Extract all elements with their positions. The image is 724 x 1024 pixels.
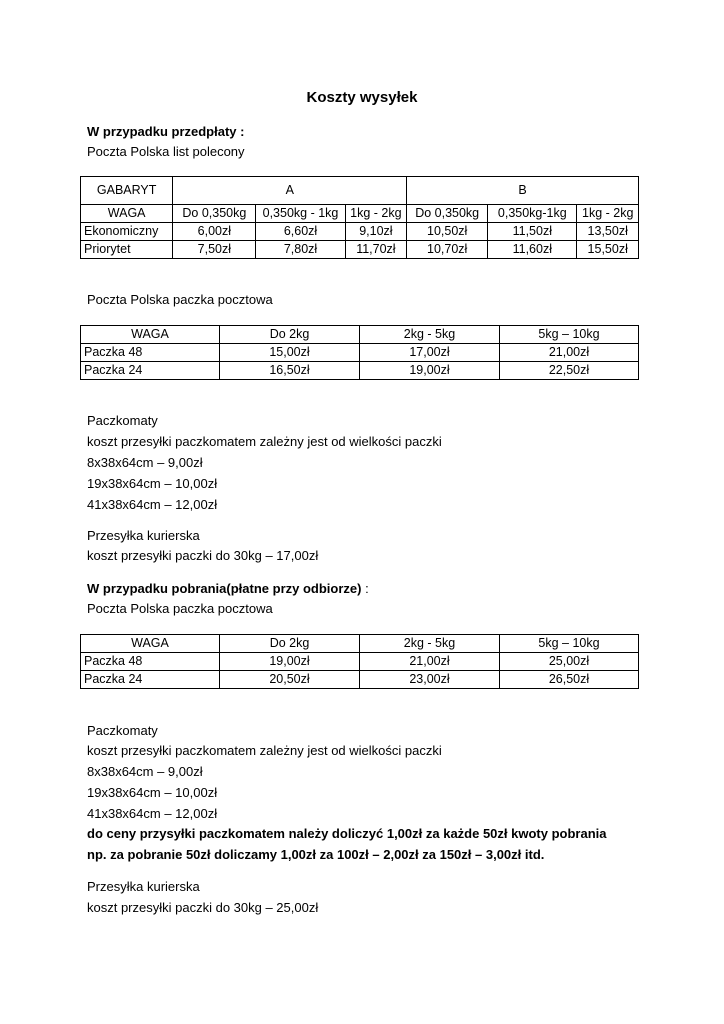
table-cell: 11,60zł [488, 241, 577, 259]
table-cell: 19,00zł [360, 362, 500, 380]
column-header: 2kg - 5kg [360, 326, 500, 344]
table-row [81, 205, 639, 223]
parcel-label: Poczta Polska paczka pocztowa [87, 292, 273, 307]
table-cell: 17,00zł [360, 344, 500, 362]
courier-label: Przesyłka kurierska [87, 528, 200, 543]
column-header: 5kg – 10kg [500, 326, 639, 344]
cod-paczkomaty-note: do ceny przysyłki paczkomatem należy doliczyć 1,00zł za każde 50zł kwoty pobrania [87, 826, 607, 841]
cod-paczkomaty-example: np. za pobranie 50zł doliczamy 1,00zł za 100zł – 2,00zł za 150zł – 3,00zł itd. [87, 847, 545, 862]
table-row [81, 223, 639, 241]
table-row [81, 326, 639, 344]
cod-heading-bold: W przypadku pobrania(płatne przy odbiorze) [87, 581, 362, 596]
table-cell: 9,10zł [345, 223, 407, 241]
gabaryt-a-header: A [173, 177, 407, 205]
paczkomaty-size: 8x38x64cm – 9,00zł [87, 455, 203, 470]
cod-paczkomaty-size: 19x38x64cm – 10,00zł [87, 785, 218, 800]
column-header: Do 2kg [220, 326, 360, 344]
paczkomaty-size: 41x38x64cm – 12,00zł [87, 497, 218, 512]
table-cell: 19,00zł [220, 653, 360, 671]
column-header: Do 2kg [220, 635, 360, 653]
cod-paczkomaty-label: Paczkomaty [87, 723, 158, 738]
row-label: Paczka 24 [81, 362, 220, 380]
letter-label: Poczta Polska list polecony [87, 144, 245, 159]
cod-paczkomaty-size: 41x38x64cm – 12,00zł [87, 806, 218, 821]
row-label: Ekonomiczny [81, 223, 173, 241]
table-cell: 21,00zł [500, 344, 639, 362]
cod-courier-desc: koszt przesyłki paczki do 30kg – 25,00zł [87, 900, 319, 915]
row-label: Paczka 48 [81, 344, 220, 362]
cod-courier-label: Przesyłka kurierska [87, 879, 200, 894]
table-cell: 11,50zł [488, 223, 577, 241]
table-cell: 10,50zł [407, 223, 488, 241]
column-header: 2kg - 5kg [360, 635, 500, 653]
courier-desc: koszt przesyłki paczki do 30kg – 17,00zł [87, 548, 319, 563]
table-cell: 7,50zł [173, 241, 256, 259]
table-cell: 20,50zł [220, 671, 360, 689]
weight-header: 1kg - 2kg [345, 205, 407, 223]
table-row [81, 177, 639, 205]
table-cell: 13,50zł [577, 223, 639, 241]
table-cell: 25,00zł [500, 653, 639, 671]
column-header: WAGA [81, 326, 220, 344]
row-label: Paczka 24 [81, 671, 220, 689]
table-cell: 21,00zł [360, 653, 500, 671]
cod-paczkomaty-desc: koszt przesyłki paczkomatem zależny jest od wielkości paczki [87, 743, 442, 758]
table-cell: 26,50zł [500, 671, 639, 689]
table-cell: 22,50zł [500, 362, 639, 380]
paczkomaty-label: Paczkomaty [87, 413, 158, 428]
paczkomaty-size: 19x38x64cm – 10,00zł [87, 476, 218, 491]
prepaid-heading: W przypadku przedpłaty : [87, 124, 245, 139]
cod-heading-rest: : [361, 581, 369, 596]
table-cell: 15,50zł [577, 241, 639, 259]
table-row [81, 362, 639, 380]
column-header: WAGA [81, 635, 220, 653]
row-label: Priorytet [81, 241, 173, 259]
page-title: Koszty wysyłek [306, 89, 418, 106]
table-cell: 6,00zł [173, 223, 256, 241]
weight-header: 0,350kg - 1kg [256, 205, 345, 223]
table-row [81, 241, 639, 259]
table-cell: 16,50zł [220, 362, 360, 380]
table-cell: 7,80zł [256, 241, 345, 259]
weight-header: 0,350kg-1kg [488, 205, 577, 223]
parcel-table-cod [80, 634, 639, 689]
table-row [81, 671, 639, 689]
cod-paczkomaty-size: 8x38x64cm – 9,00zł [87, 764, 203, 779]
cod-heading [87, 580, 369, 598]
table-cell: 15,00zł [220, 344, 360, 362]
paczkomaty-desc: koszt przesyłki paczkomatem zależny jest od wielkości paczki [87, 434, 442, 449]
table-cell: 6,60zł [256, 223, 345, 241]
weight-header: Do 0,350kg [173, 205, 256, 223]
waga-header: WAGA [81, 205, 173, 223]
weight-header: 1kg - 2kg [577, 205, 639, 223]
table-cell: 23,00zł [360, 671, 500, 689]
table-cell: 11,70zł [345, 241, 407, 259]
table-row [81, 653, 639, 671]
column-header: 5kg – 10kg [500, 635, 639, 653]
table-row [81, 344, 639, 362]
cod-parcel-label: Poczta Polska paczka pocztowa [87, 601, 273, 616]
table-row [81, 635, 639, 653]
table-cell: 10,70zł [407, 241, 488, 259]
letter-table [80, 176, 639, 259]
parcel-table-prepaid [80, 325, 639, 380]
weight-header: Do 0,350kg [407, 205, 488, 223]
gabaryt-b-header: B [407, 177, 639, 205]
row-label: Paczka 48 [81, 653, 220, 671]
gabaryt-header: GABARYT [81, 177, 173, 205]
